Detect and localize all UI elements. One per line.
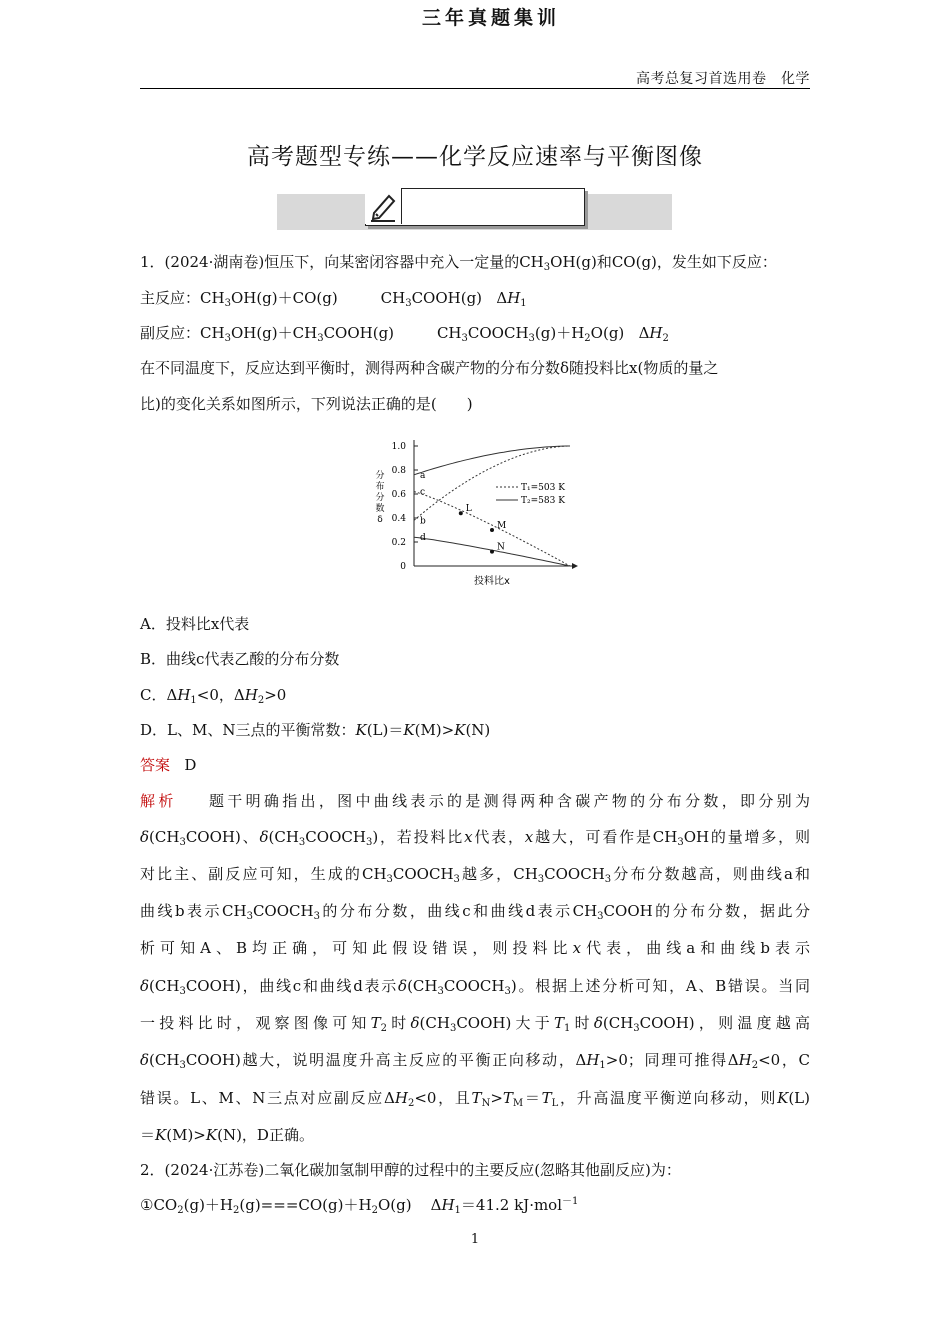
header-rule	[140, 88, 810, 89]
x-axis-arrow	[572, 563, 578, 569]
y-axis-label: 分	[375, 471, 385, 481]
q1-desc-line2: 比)的变化关系如图所示，下列说法正确的是( )	[140, 395, 473, 413]
point-L	[459, 511, 463, 515]
point-label-L: L	[465, 504, 472, 515]
y-tick-label: 0	[400, 562, 406, 572]
y-tick-label: 0.8	[391, 466, 406, 476]
y-axis-label: δ	[377, 515, 383, 525]
analysis-line5: 析可知A、B均正确，可知此假设错误，则投料比x代表，曲线a和曲线b表示	[140, 939, 811, 957]
section-banner-label: 三年真题集训	[422, 7, 561, 29]
running-header: 高考总复习首选用卷 化学	[636, 71, 810, 87]
analysis-line8: $\delta(CH_3COOH)$越大，说明温度升高主反应的平衡正向移动，$\Delta H_1>0$；同理可推得$\Delta H_2<0$，C	[140, 1051, 810, 1071]
page-number: 1	[470, 1232, 480, 1247]
y-tick-label: 0.6	[391, 490, 406, 500]
answer-value: D	[184, 756, 197, 774]
pencil-icon	[365, 188, 402, 224]
y-tick-label: 0.2	[391, 538, 406, 548]
y-tick-label: 1.0	[391, 442, 406, 452]
point-label-N: N	[497, 542, 505, 553]
q1-option-d: D．L、M、N三点的平衡常数：K(L)＝K(M)>K(N)	[140, 721, 491, 739]
legend-label: T₂=583 K	[521, 496, 565, 506]
analysis-line10: ＝K(M)>K(N)，D正确。	[140, 1126, 314, 1144]
analysis-line4: 曲线b表示$CH_3COOCH_3$的分布分数，曲线c和曲线d表示$CH_3COOH$的分布分数，据此分	[140, 902, 811, 922]
q2-equation-1: $①CO_2(g)+H_2(g)===CO(g)+H_2O(g)$ $\Delta H_1=41.2$ kJ·mol$^{-1}$	[140, 1196, 579, 1216]
analysis-line9: 错误。L、M、N三点对应副反应$\Delta H_2<0$，且$T_N>T_M=T_L$，升高温度平衡逆向移动，则K(L)	[140, 1089, 810, 1109]
answer-label: 答案	[140, 756, 171, 774]
q1-option-b: B．曲线c代表乙酸的分布分数	[140, 650, 340, 668]
legend-label: T₁=503 K	[521, 483, 565, 493]
analysis-line6: $\delta(CH_3COOH)$，曲线c和曲线d表示$\delta(CH_3COOCH_3)$。根据上述分析可知，A、B错误。当同	[140, 977, 810, 997]
q1-side-reaction: 副反应：$CH_3OH(g)+CH_3COOH(g)$ $CH_3COOCH_3(g)+H_2O(g)$ $\Delta H_2$	[140, 324, 669, 344]
curve-label-c: c	[420, 487, 426, 498]
analysis-line1: 解析 题干明确指出，图中曲线表示的是测得两种含碳产物的分布分数，即分别为	[140, 792, 810, 810]
point-label-M: M	[497, 521, 507, 531]
analysis-line3: 对比主、副反应可知，生成的$CH_3COOCH_3$越多，$CH_3COOCH_3$分布分数越高，则曲线a和	[140, 865, 811, 885]
curve-label-b: b	[420, 516, 426, 527]
q1-chart	[370, 432, 580, 590]
analysis-line2: $\delta(CH_3COOH)$、$\delta(CH_3COOCH_3)$，若投料比x代表，x越大，可看作是$CH_3OH$的量增多，则	[140, 828, 810, 848]
y-axis-label: 布	[375, 482, 385, 492]
curve-label-d: d	[420, 533, 426, 544]
page-title: 高考题型专练——化学反应速率与平衡图像	[247, 144, 703, 170]
point-N	[490, 550, 494, 554]
series-line-a	[414, 446, 570, 475]
curve-label-a: a	[420, 470, 426, 481]
q1-stem: 1．(2024·湖南卷)恒压下，向某密闭容器中充入一定量的$CH_3OH(g)$和CO(g)，发生如下反应：	[140, 253, 777, 273]
y-axis-label: 分	[375, 493, 385, 503]
q1-option-c: C．$\Delta H_1<0$，$\Delta H_2>0$	[140, 686, 287, 706]
q1-desc-line1: 在不同温度下，反应达到平衡时，测得两种含碳产物的分布分数δ随投料比x(物质的量之	[140, 359, 719, 377]
point-M	[490, 528, 494, 532]
analysis-line7: 一投料比时，观察图像可知$T_2$时$\delta(CH_3COOH)$大于$T_1$时$\delta(CH_3COOH)$，则温度越高	[140, 1014, 810, 1034]
y-tick-label: 0.4	[391, 514, 406, 524]
x-axis-label: 投料比x	[474, 576, 510, 587]
q1-main-reaction: 主反应：$CH_3OH(g)+CO(g)$ $CH_3COOH(g)$ $\Delta H_1$	[140, 289, 527, 309]
y-axis-label: 数	[375, 504, 385, 514]
q2-stem: 2．(2024·江苏卷)二氧化碳加氢制甲醇的过程中的主要反应(忽略其他副反应)为：	[140, 1161, 681, 1179]
q1-answer	[140, 755, 196, 775]
q1-option-a: A．投料比x代表	[140, 615, 250, 633]
